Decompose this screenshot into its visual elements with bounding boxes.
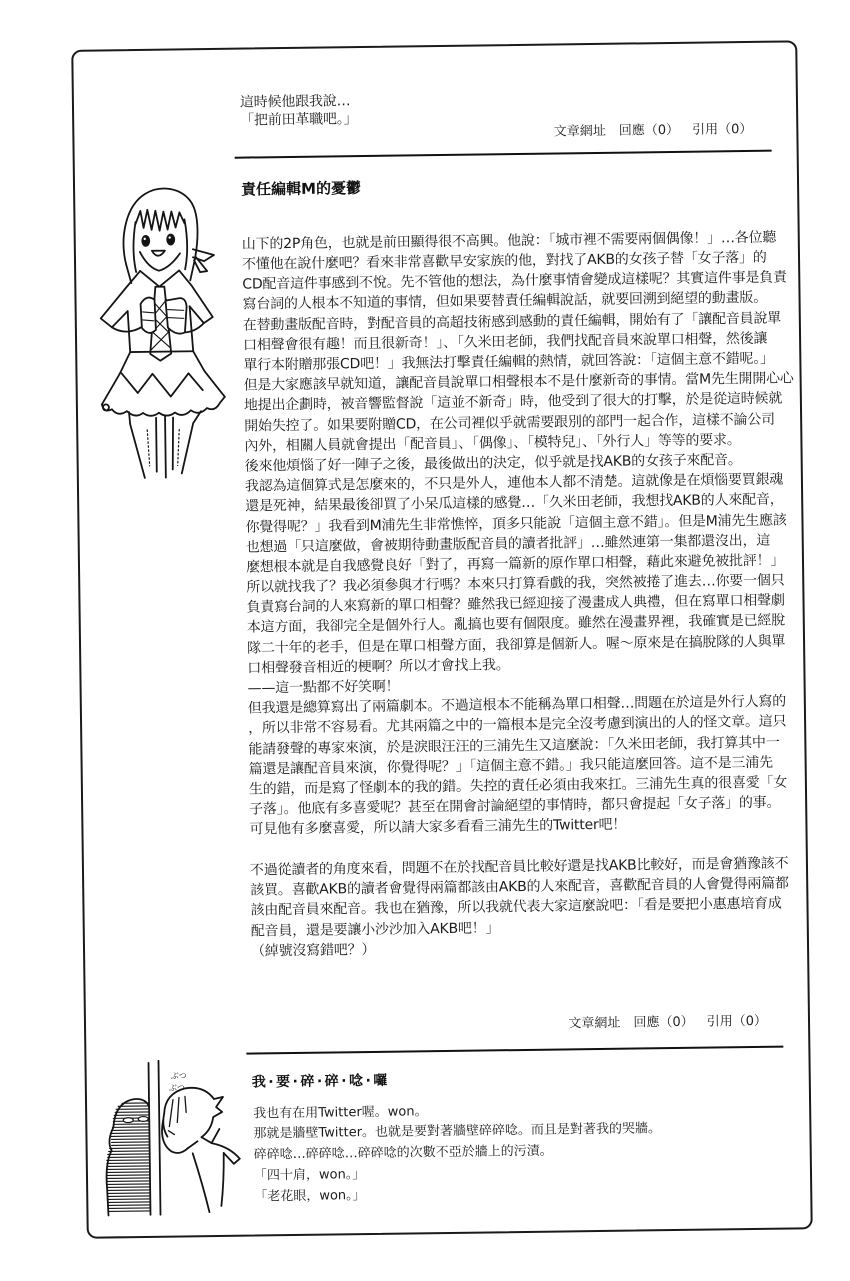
- body-line: 子落」。他底有多喜愛呢？甚至在開會討論絕望的事情時，都只會提起「女子落」的事。: [249, 794, 781, 818]
- body-line: 在替動畫版配音時，對配音員的高超技術感到感動的責任編輯，開始有了「讓配音員說單: [242, 310, 782, 334]
- body-line: 生的錯，而是寫了怪劇本的我的錯。失控的責任必須由我來扛。三浦先生真的很喜愛「女: [248, 774, 788, 798]
- hair: [123, 188, 198, 283]
- post-paragraph: [242, 227, 800, 840]
- body-line: 「四十肩，won。」: [253, 1167, 366, 1184]
- body-line: 本這方面，我卻完全是個外行人。亂搞也要有個限度。雖然在漫畫界裡，我確實是已經脫: [246, 612, 786, 637]
- body-line: 我認為這個算式是怎麼來的，不只是外人，連他本人都不清楚。這就像是在煩惱要買銀魂: [244, 471, 784, 495]
- body-line: 但是大家應該早就知道，讓配音員說單口相聲根本不是什麼新奇的事情。當M先生開開心心: [243, 370, 794, 394]
- body-line: 內外，相關人員就會提出「配音員」、「偶像」、「模特兒」、「外行人」等等的要求。: [244, 431, 741, 455]
- body-line: 「把前田革職吧。」: [240, 110, 358, 129]
- body-line: 地提出企劃時，被音響監督說「這並不新奇」時，他受到了很大的打擊，於是從這時候就: [243, 390, 783, 414]
- legs: [129, 411, 202, 478]
- permalink-label: 文章網址: [568, 1015, 621, 1031]
- body-line: 「老花眼，won。」: [254, 1187, 366, 1205]
- trackbacks-count: 引用（0）: [706, 1013, 768, 1030]
- body-line: 山下的2P角色，也就是前田顯得很不高興。他說：「城市裡不需要兩個偶像！」…各位聽: [241, 229, 777, 253]
- body-line: 負責寫台詞的人來寫新的單口相聲？雖然我已經迎接了漫畫成人典禮，但在寫單口相聲劇: [246, 592, 785, 616]
- body-line: 後來他煩惱了好一陣子之後，最後做出的決定，似乎就是找AKB的女孩子來配音。: [244, 452, 742, 475]
- body-line: ，所以非常不容易看。尤其兩篇之中的一篇根本是完全沒考慮到演出的人的怪文章。這只: [248, 713, 787, 737]
- post-title: 責任編輯M的憂鬱: [240, 179, 362, 199]
- body-line: （綽號沒寫錯吧？）: [250, 941, 376, 960]
- girl-with-necktie-illustration: [88, 169, 242, 491]
- trackbacks-count: 引用（0）: [691, 121, 753, 138]
- post-body: [253, 1099, 662, 1208]
- shadow-figure: [105, 1098, 150, 1215]
- body-line: 所以就找我了？我必須參與才行嗎？本來只打算看戲的我，突然被捲了進去…你要一個只: [246, 572, 785, 596]
- permalink-label: 文章網址: [553, 123, 606, 140]
- body-line: 隊二十年的老手，但是在單口相聲方面，我卻算是個新人。喔～原來是在搞脫隊的人與單: [246, 633, 786, 657]
- body-line: 碎碎唸…碎碎唸…碎碎唸的次數不亞於牆上的污漬。: [253, 1143, 553, 1163]
- wall: [148, 1060, 160, 1214]
- body-line: 該買。喜歡AKB的讀者會覺得兩篇都該由AKB的人來配音，喜歡配音員的人會覺得兩篇都: [250, 875, 789, 899]
- post-footer: [568, 1013, 767, 1032]
- replies-count: 回應（0）: [633, 1014, 694, 1031]
- post-title: 我·要·碎·碎·唸·囉: [251, 1072, 390, 1091]
- body-line: 那就是牆壁Twitter。也就是要對著牆壁碎碎唸。而且是對著我的哭牆。: [253, 1121, 662, 1142]
- body-line: 這時候他跟我說…: [239, 92, 351, 111]
- face: [140, 234, 180, 271]
- body-line: 篇還是讓配音員來演，你覺得呢？」「這個主意不錯。」我只能這麼回答。這不是三浦先: [248, 754, 773, 778]
- body-line: 還是死神，結果最後卻買了小呆瓜這樣的感覺…「久米田老師，我想找AKB的人來配音，: [245, 491, 784, 515]
- sfx-text: ぶつ: [168, 1082, 185, 1093]
- body-line: 不過從讀者的角度來看，問題不在於找配音員比較好還是找AKB比較好，而是會猶豫該不: [249, 855, 789, 879]
- body-line: 麼想根本就是自我感覺良好「對了，再寫一篇新的原作單口相聲，藉此來避免被批評！」: [245, 552, 785, 576]
- body-line: 該由配音員來配音。我也在猶豫，所以我就代表大家這麼說吧：「看是要把小惠惠培育成: [250, 896, 782, 920]
- post-paragraph: [250, 854, 790, 962]
- post-footer: [554, 122, 753, 141]
- body-line: 不懂他在說什麼吧？看來非常喜歡早安家族的他，對找了AKB的女孩子替「女子落」的: [241, 249, 767, 273]
- body-line: 我也有在用Twitter喔。won。: [253, 1103, 428, 1122]
- body-line: 可見他有多麼喜愛，所以請大家多看看三浦先生的Twitter吧！: [249, 816, 627, 838]
- body-line: 開始失控了。如果要附贈CD，在公司裡似乎就需要跟別的部門一起合作，這樣不論公司: [244, 411, 776, 435]
- skirt: [101, 351, 225, 417]
- body-line: 寫台詞的人根本不知道的事情，但如果要替責任編輯說話，就要回溯到絕望的動畫版。: [242, 290, 768, 314]
- body-line: 口相聲會很有趣！而且很新奇！」、「久米田老師，我們找配音員來說單口相聲，然後讓: [243, 330, 768, 354]
- body-line: 也想過「只這麼做，會被期待動畫版配音員的讀者批評」…雖然連第一集都還沒出，這: [245, 532, 771, 556]
- leaning-person: [161, 1087, 240, 1213]
- mutter-sfx: [168, 1071, 186, 1092]
- body-line: CD配音這件事感到不悅。先不管他的想法，為什麼事情會變成這樣呢？其實這件事是負責: [242, 269, 787, 293]
- muttering-at-wall-illustration: [99, 1049, 251, 1221]
- body-line: 口相聲發音相近的梗啊？所以才會找上我。: [247, 656, 510, 677]
- sfx-text: ぶつ: [170, 1070, 187, 1081]
- prev-post-body: [240, 92, 358, 130]
- body-line: 能請發聲的專家來演，於是淚眼汪汪的三浦先生又這麼說：「久米田老師，我打算其中一: [248, 734, 780, 758]
- body-line: 但我還是總算寫出了兩篇劇本。不過這根本不能稱為單口相聲…問題在於這是外行人寫的: [247, 693, 787, 717]
- body-line: 單行本附贈那張CD吧！」我無法打擊責任編輯的熱情，就回答說：「這個主意不錯呢。」: [243, 350, 775, 374]
- body-line: 配音員，還是要讓小沙沙加入AKB吧！」: [250, 919, 500, 940]
- body-line: ——這一點都不好笑啊！: [247, 678, 400, 697]
- replies-count: 回應（0）: [618, 122, 680, 139]
- body-line: 你覺得呢？」我看到M浦先生非常憔悴，頂多只能說「這個主意不錯」。但是M浦先生應該: [245, 512, 787, 536]
